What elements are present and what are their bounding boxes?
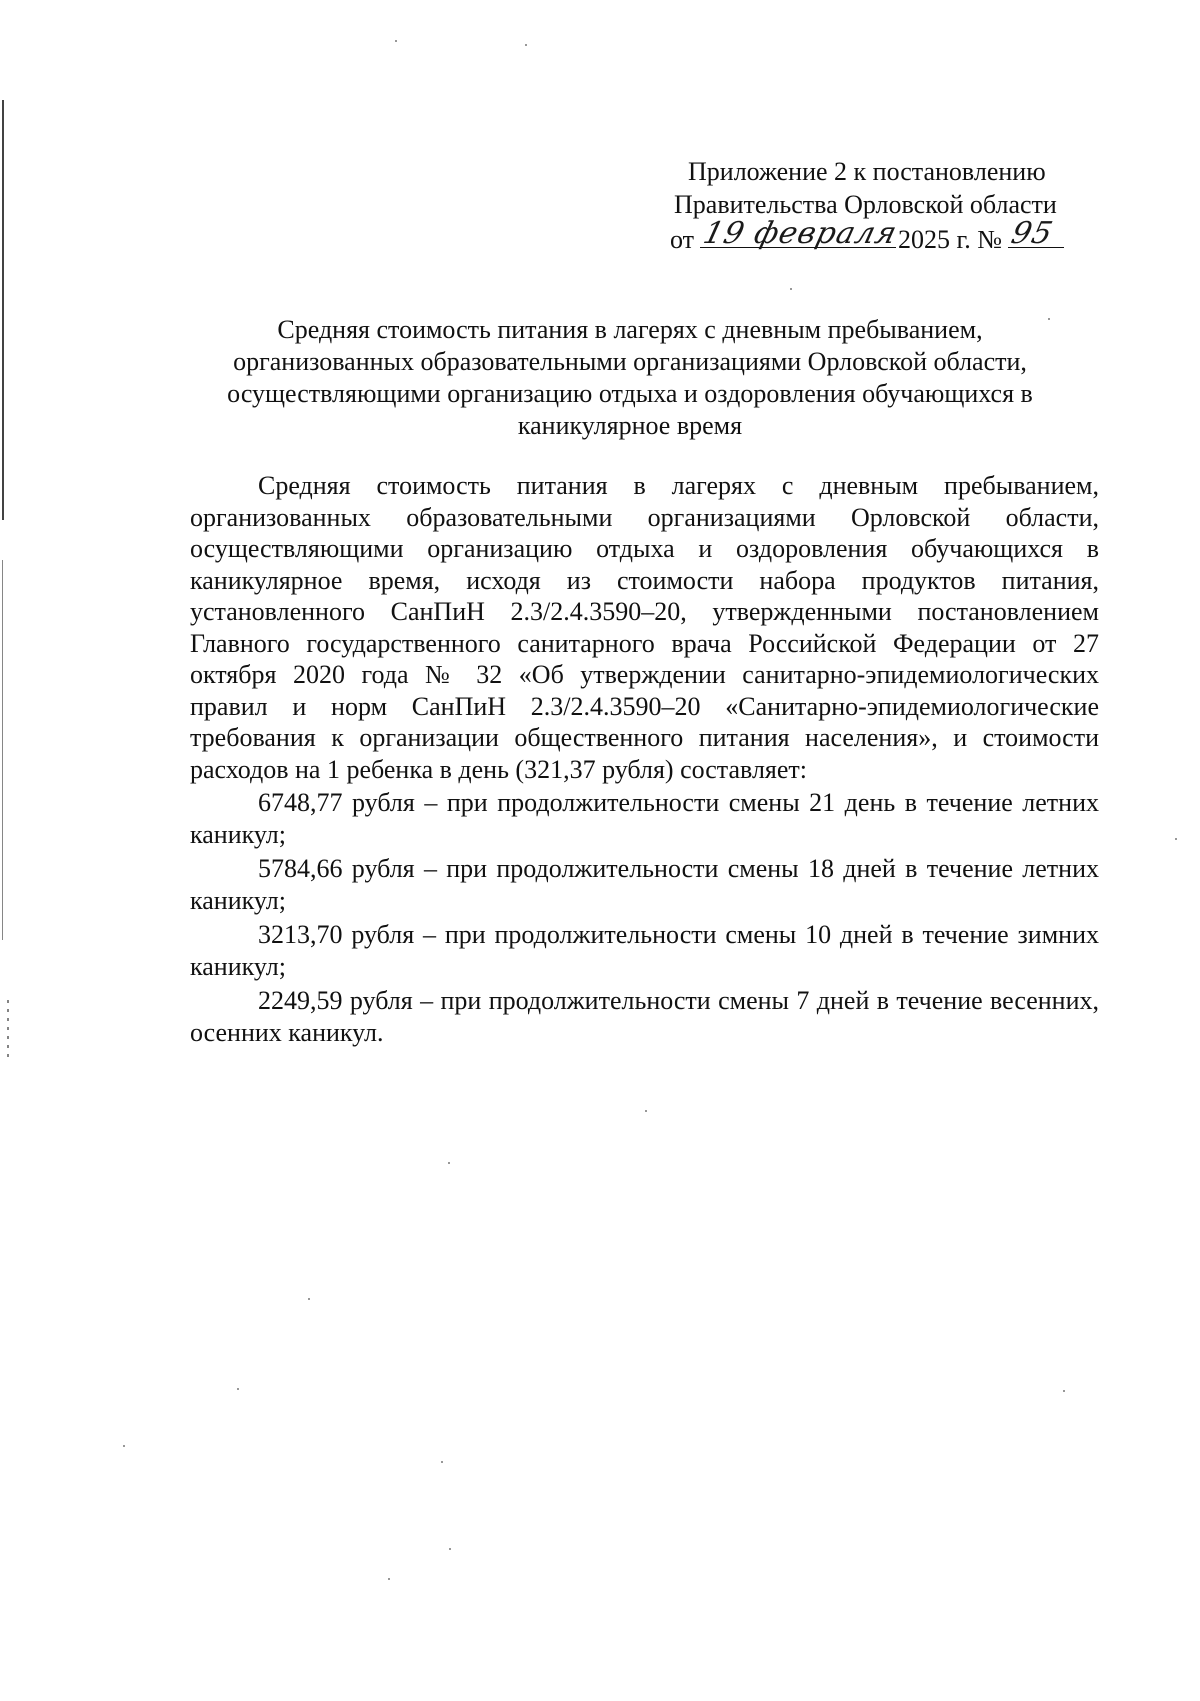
appendix-line: Приложение 2 к постановлению <box>688 157 1046 186</box>
number-fill-line <box>1007 216 1064 251</box>
scan-speck <box>645 1110 647 1112</box>
scan-speck <box>308 1298 310 1300</box>
date-fill-line <box>699 216 901 251</box>
document-title: Средняя стоимость питания в лагерях с дневным пребыванием, организованных образовательными организациями Орловской области, осуществляющими организацию отдыха и оздоровления обучающихся в каникулярное время <box>227 315 1033 440</box>
scan-speck <box>448 1162 450 1164</box>
date-prefix: от <box>670 225 695 254</box>
scan-speck <box>525 44 527 46</box>
scan-speck <box>395 40 397 42</box>
scan-speck <box>388 1578 390 1580</box>
scan-speck <box>1063 1390 1065 1392</box>
cost-item: 3213,70 рубля – при продолжительности смены 10 дней в течение зимних каникул; <box>190 920 1099 981</box>
scan-edge-line <box>2 100 4 520</box>
scan-speck <box>449 1548 451 1550</box>
appendix-date-line <box>640 216 1080 256</box>
scan-speck <box>237 1388 239 1390</box>
scan-edge-dots <box>7 1000 9 1060</box>
cost-item: 5784,66 рубля – при продолжительности смены 18 дней в течение летних каникул; <box>190 854 1099 915</box>
scan-speck <box>123 1445 125 1447</box>
cost-item: 2249,59 рубля – при продолжительности смены 7 дней в течение весенних, осенних каникул. <box>190 986 1099 1047</box>
scan-edge-line <box>2 560 3 940</box>
handwritten-date: 19 февраля <box>699 216 901 251</box>
scan-speck <box>1175 838 1177 840</box>
scan-speck <box>441 1461 443 1463</box>
year-label: 2025 г. № <box>898 225 1003 254</box>
intro-paragraph: Средняя стоимость питания в лагерях с дневным пребыванием, организованных образовательными организациями Орловской области, осуществляющими организацию отдыха и оздоровления обучающихся в каникулярное время, исходя из стоимости набора продуктов питания, установленного СанПиН 2.3/2.4.3590–20, утвержденными постановлением Главного государственного санитарного врача Российской Федерации от 27 октября 2020 года № 32 «Об утверждении санитарно-эпидемиологических правил и норм СанПиН 2.3/2.4.3590–20 «Санитарно-эпидемиологические требования к организации общественного питания населения», и стоимости расходов на 1 ребенка в день (321,37 рубля) составляет: <box>190 471 1099 784</box>
handwritten-number: 95 <box>1007 216 1057 251</box>
appendix-line: Правительства Орловской области <box>674 190 1057 219</box>
cost-item: 6748,77 рубля – при продолжительности смены 21 день в течение летних каникул; <box>190 788 1099 849</box>
document-body <box>190 470 1099 1051</box>
appendix-header <box>640 155 1080 256</box>
scan-speck <box>790 288 792 290</box>
